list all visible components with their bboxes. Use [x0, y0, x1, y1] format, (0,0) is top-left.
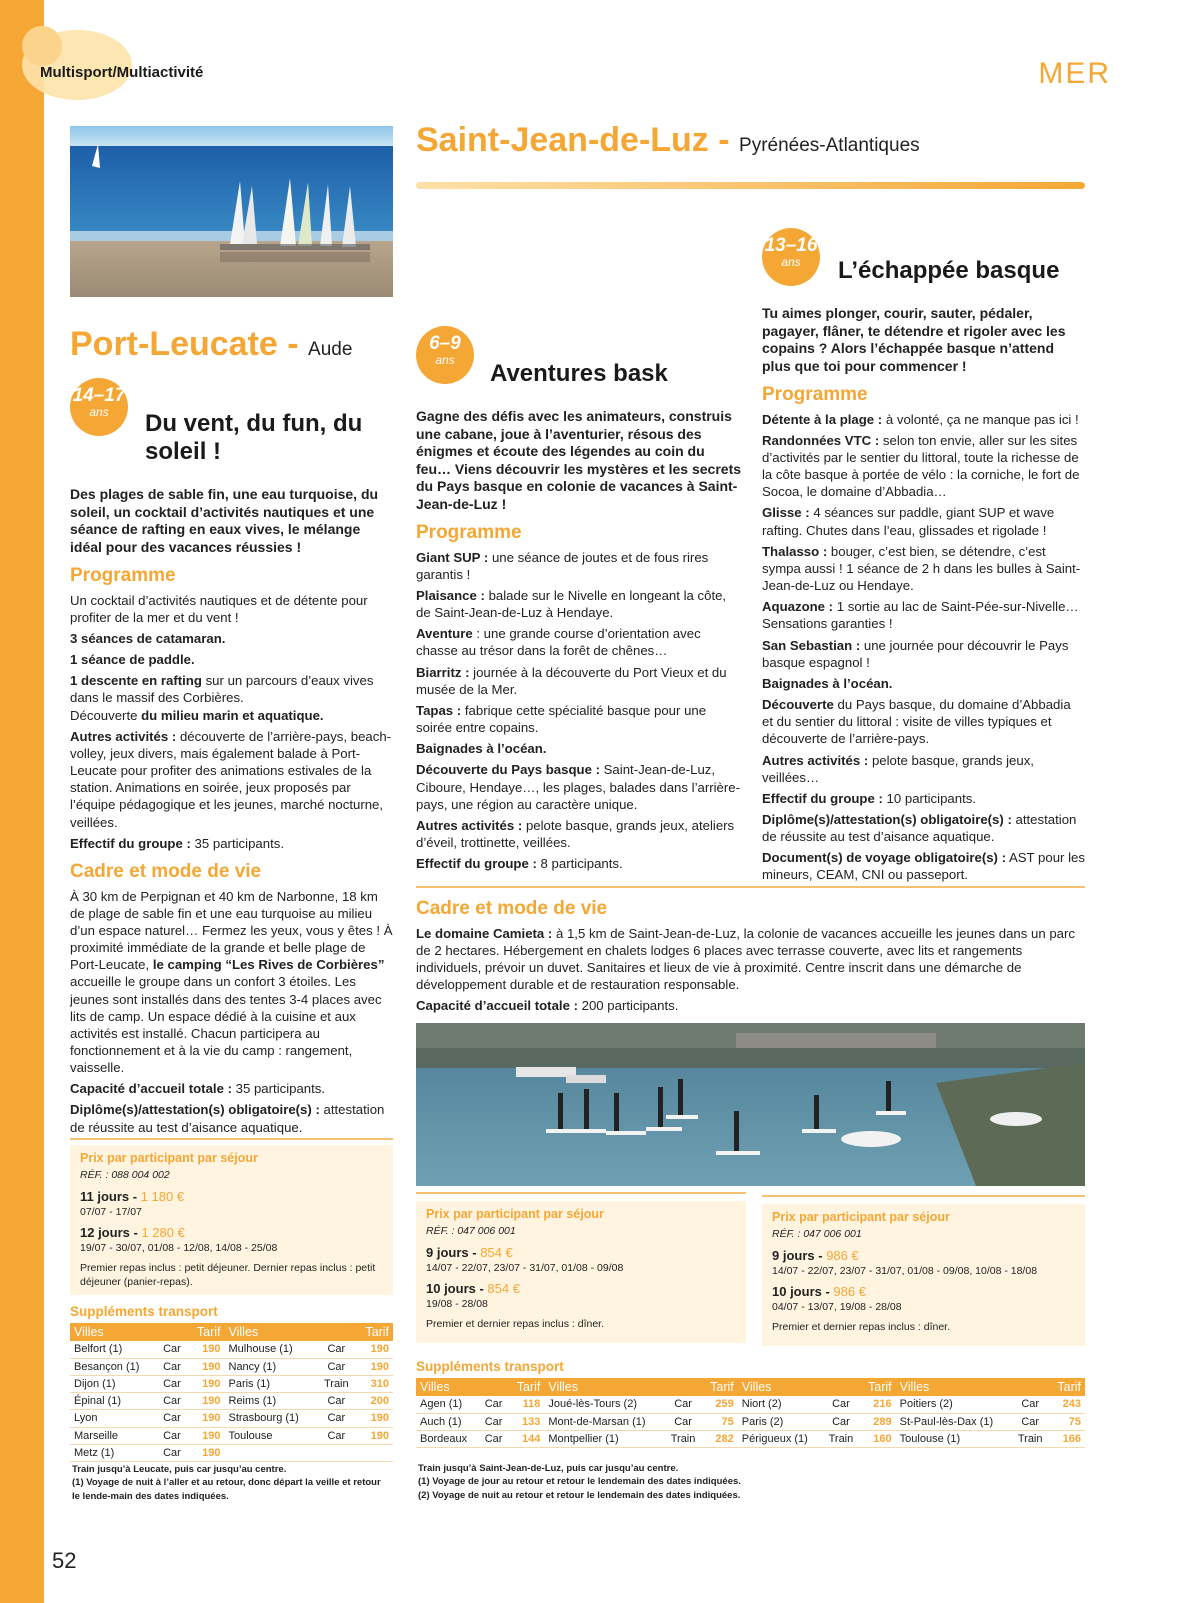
price-dates: 14/07 - 22/07, 23/07 - 31/07, 01/08 - 09/08 [426, 1261, 624, 1274]
mode-cell: Car [317, 1427, 356, 1444]
left-content [70, 486, 395, 1140]
age-badge-mid [416, 326, 474, 384]
mode-cell: Car [157, 1375, 187, 1392]
left-c1c: accueille le groupe dans un confort 3 étoiles. Les jeunes sont installés dans des tentes 3-4 places avec lits de camp. Un espace dédié à la cuisine et aux activités est installé. Chacun participera au fonctionnement et à la vie du camp : rangement, vaisselle. [70, 974, 382, 1076]
price-cell: 144 [508, 1430, 544, 1447]
mode-cell: Car [157, 1341, 187, 1358]
city-cell: Paris (2) [738, 1413, 823, 1430]
programme-item-label: Aquazone : [762, 599, 834, 615]
programme-item-label: San Sebastian : [762, 637, 861, 653]
programme-item-label: Détente à la plage : [762, 411, 883, 427]
left-p4: sur un parcours d’eaux vives dans le massif des Corbières. [70, 673, 374, 706]
programme-item [762, 790, 1085, 807]
programme-item-text: bouger, c’est bien, se détendre, c’est sympa aussi ! 1 séance de 2 h dans les bulles à Saint-Jean-de-Luz ou Hendaye. [762, 543, 1081, 594]
left-intro: Des plages de sable fin, une eau turquoise, du soleil, un cocktail d’activités nautiques et une séance de rafting en eaux vives, le mélange idéal pour des vacances réussies ! [70, 486, 379, 555]
right-cap-text: 200 participants. [577, 998, 679, 1014]
programme-item-label: Randonnées VTC : [762, 432, 880, 448]
mode-cell: Car [157, 1410, 187, 1427]
left-p6: découverte de l’arrière-pays, beach-volley, jeux divers, mais également balade à Port-Leucate pour profiter des animations estivales de la station. Animations en soirée, jeux proposés par l’équipe pédagogique et les jeunes, marché nocturne, veillées. [70, 728, 392, 830]
price-cell: 310 [356, 1375, 393, 1392]
programme-item-text: une journée pour découvrir le Pays basque espagnol ! [762, 637, 1069, 670]
left-c1a: À 30 km de Perpignan et 40 km de Narbonne, 18 km de plage de sable fin et une eau turquoise au milieu d’un espace naturel… Fermez les yeux, vous y êtes ! À proximité immédiate de la grande et belle plage de Port-Leucate, [70, 888, 393, 973]
programme-item [416, 817, 742, 851]
table-row [416, 1413, 1085, 1430]
programme-item-label: Baignades à l’océan. [762, 675, 893, 691]
teen-intro: Tu aimes plonger, courir, sauter, pédaler, pagayer, flâner, te détendre et rigoler avec les copains ? Alors l’échappée basque n’attend plus que toi pour commencer ! [762, 305, 1066, 374]
price-cell: 282 [702, 1430, 738, 1447]
price-note: Premier et dernier repas inclus : dîner. [426, 1317, 604, 1330]
teen-programme-list [762, 411, 1085, 884]
programme-item-text: 8 participants. [536, 856, 623, 872]
city-cell: Lyon [70, 1410, 157, 1427]
city-cell [225, 1445, 318, 1462]
city-cell: Montpellier (1) [544, 1430, 664, 1447]
age-range: 6–9 [429, 333, 461, 354]
price-cell: 160 [860, 1430, 896, 1447]
price-duration: 11 jours - [80, 1188, 141, 1204]
left-p1: Un cocktail d’activités nautiques et de détente pour profiter de la mer et du vent ! [70, 592, 368, 625]
programme-item-text: Saint-Jean-de-Luz, Ciboure, Hendaye…, les plages, balades dans l’arrière-pays, une région au caractère unique. [416, 762, 741, 812]
price-value: 986 € [826, 1247, 859, 1263]
mid-camp-title: Aventures bask [490, 360, 668, 387]
programme-item-text: journée à la découverte du Port Vieux et du musée de la Mer. [416, 664, 727, 697]
programme-item-label: Autres activités : [416, 817, 523, 833]
left-camp-title: Du vent, du fun, du soleil ! [145, 410, 363, 465]
right-cap-bold: Capacité d’accueil totale : [416, 998, 578, 1014]
programme-item-label: Autres activités : [762, 752, 869, 768]
mode-cell: Car [479, 1396, 508, 1413]
left-transport-table [70, 1323, 393, 1462]
col-header: Villes [416, 1378, 508, 1396]
programme-item-text: du Pays basque, du domaine d’Abbadia et du sentier du littoral : visite de villes typiques et découverte de l’arrière-pays. [762, 697, 1071, 747]
mode-cell: Car [157, 1358, 187, 1375]
mid-intro: Gagne des défis avec les animateurs, construis une cabane, joue à l’aventurier, résous des énigmes et écoute des légendes au coin du feu… Viens découvrir les mystères et les secrets du Pays basque en colonie de vacances à Saint-Jean-de-Luz ! [416, 408, 742, 512]
right-place: Saint-Jean-de-Luz - [416, 121, 740, 159]
programme-item [416, 761, 742, 812]
city-cell: Auch (1) [416, 1413, 479, 1430]
price-ref: RÉF. : 088 004 002 [80, 1169, 170, 1182]
right-transport-title: Suppléments transport [416, 1359, 564, 1374]
city-cell: Metz (1) [70, 1445, 157, 1462]
price-note: Premier repas inclus : petit déjeuner. Dernier repas inclus : petit déjeuner (panier-repas). [80, 1261, 376, 1288]
price-dates: 04/07 - 13/07, 19/08 - 28/08 [772, 1301, 902, 1314]
programme-item-text: attestation de réussite au test d’aisance aquatique. [762, 811, 1077, 845]
section-tag: Multisport/Multiactivité [40, 64, 204, 81]
left-p6-bold: Autres activités : [70, 728, 177, 744]
divider [70, 1138, 393, 1140]
programme-item-label: Découverte [762, 697, 834, 713]
divider [762, 1195, 1085, 1197]
price-duration: 10 jours - [426, 1281, 488, 1297]
left-p7-bold: Effectif du groupe : [70, 835, 191, 851]
programme-item-label: Biarritz : [416, 664, 470, 680]
city-cell: Belfort (1) [70, 1341, 157, 1358]
paddle-photo [416, 1023, 1085, 1186]
footnote: (2) Voyage de nuit au retour et retour le lendemain des dates indiquées. [418, 1489, 741, 1501]
mode-cell: Train [317, 1375, 356, 1392]
programme-item-label: Plaisance : [416, 588, 485, 603]
price-cell: 243 [1049, 1396, 1085, 1413]
mode-cell: Car [822, 1396, 859, 1413]
left-footnotes [72, 1463, 387, 1503]
teen-camp-title: L’échappée basque [838, 257, 1060, 284]
mode-cell: Car [317, 1410, 356, 1427]
footnote: Train jusqu’à Saint-Jean-de-Luz, puis car jusqu’au centre. [418, 1463, 679, 1474]
programme-item-text: 4 séances sur paddle, giant SUP et wave rafting. Chutes dans l’eau, glissades et rigolade ! [762, 505, 1055, 538]
price-cell: 190 [356, 1410, 393, 1427]
city-cell: Paris (1) [225, 1375, 318, 1392]
price-duration: 10 jours - [772, 1284, 834, 1300]
programme-item-label: Giant SUP : [416, 549, 489, 565]
page-number: 52 [52, 1548, 77, 1573]
price-value: 986 € [833, 1284, 866, 1300]
teen-programme-heading: Programme [762, 384, 868, 405]
programme-item-text: AST pour les mineurs, CEAM, CNI ou passeport. [762, 850, 1085, 883]
left-place-title [70, 322, 352, 366]
programme-item-text: à volonté, ça ne manque pas ici ! [882, 411, 1079, 427]
programme-item-text: pelote basque, grands jeux, veillées… [762, 752, 1034, 785]
col-header: Tarif [508, 1378, 544, 1396]
left-p5-bold: du milieu marin et aquatique. [141, 707, 324, 723]
programme-item-text: 10 participants. [882, 790, 976, 806]
mode-cell: Train [822, 1430, 859, 1447]
programme-item-label: Diplôme(s)/attestation(s) obligatoire(s) : [762, 811, 1012, 827]
age-badge-teen [762, 228, 820, 286]
right-cadre-bold: Le domaine Camieta : [416, 925, 553, 941]
left-p2: 3 séances de catamaran. [70, 631, 226, 646]
age-unit: ans [89, 405, 109, 419]
programme-item [762, 432, 1085, 501]
programme-item-label: Aventure [416, 626, 473, 642]
table-row [70, 1427, 393, 1444]
programme-item [416, 702, 742, 736]
city-cell: Besançon (1) [70, 1358, 157, 1375]
programme-item-label: Effectif du groupe : [416, 856, 537, 872]
right-cadre-text: à 1,5 km de Saint-Jean-de-Luz, la colonie de vacances accueille les jeunes dans un parc de 2 hectares. Hébergement en chalets lodges 6 places avec terrasse couverte, avec lits et rangements individuels, prévoir un duvet. Sanitaires et lieux de vie à proximité. Centre inscrit dans une démarche de développement durable et de restauration responsable. [416, 925, 1075, 993]
mode-cell: Car [479, 1413, 508, 1430]
footnote: (1) Voyage de jour au retour et retour le lendemain des dates indiquées. [418, 1476, 741, 1488]
mode-cell: Car [1012, 1413, 1049, 1430]
mode-cell: Car [479, 1430, 508, 1447]
mid-price-box [416, 1201, 746, 1343]
col-header: Villes [738, 1378, 860, 1396]
left-price-box [70, 1145, 393, 1295]
left-c1b: le camping “Les Rives de Corbières” [152, 957, 385, 973]
col-header: Villes [70, 1323, 187, 1341]
right-place-title [416, 118, 920, 162]
price-cell: 75 [1049, 1413, 1085, 1430]
age-range: 14–17 [72, 385, 126, 406]
price-value: 854 € [487, 1281, 520, 1297]
price-note: Premier et dernier repas inclus : dîner. [772, 1320, 950, 1333]
table-row [70, 1358, 393, 1375]
programme-item [762, 675, 1085, 692]
right-cadre-heading: Cadre et mode de vie [416, 898, 608, 919]
city-cell: Strasbourg (1) [225, 1410, 318, 1427]
mode-cell: Car [157, 1393, 187, 1410]
programme-item-text: : une grande course d’orientation avec chasse au trésor dans la forêt de chênes… [416, 626, 701, 659]
price-cell: 289 [860, 1413, 896, 1430]
table-row [70, 1410, 393, 1427]
price-cell: 75 [702, 1413, 738, 1430]
mode-cell: Car [157, 1427, 187, 1444]
price-cell: 190 [187, 1375, 224, 1392]
programme-item [762, 752, 1085, 786]
price-header: Prix par participant par séjour [772, 1210, 950, 1224]
price-header: Prix par participant par séjour [80, 1151, 258, 1165]
mid-programme-heading: Programme [416, 522, 522, 543]
programme-item [762, 811, 1085, 845]
right-transport-table [416, 1378, 1085, 1448]
col-header: Villes [225, 1323, 356, 1341]
programme-item [762, 637, 1085, 671]
left-p4-bold: 1 descente en rafting [70, 673, 202, 689]
programme-item-label: Thalasso : [762, 543, 828, 559]
price-cell: 190 [187, 1427, 224, 1444]
city-cell: Épinal (1) [70, 1393, 157, 1410]
programme-item [762, 598, 1085, 632]
left-p7: 35 participants. [190, 835, 284, 851]
price-cell: 190 [187, 1393, 224, 1410]
price-value: 1 180 € [140, 1188, 185, 1204]
programme-item-text: une séance de joutes et de fous rires garantis ! [416, 549, 709, 582]
table-row [416, 1430, 1085, 1447]
city-cell: Nancy (1) [225, 1358, 318, 1375]
table-row [70, 1375, 393, 1392]
mode-cell: Train [1012, 1430, 1049, 1447]
catamaran-photo [70, 126, 393, 297]
title-rule [416, 182, 1085, 189]
age-range: 13–16 [764, 235, 818, 256]
city-cell: Niort (2) [738, 1396, 823, 1413]
programme-item [416, 855, 742, 872]
price-duration: 9 jours - [426, 1244, 481, 1260]
programme-item [416, 740, 742, 757]
price-cell: 190 [187, 1410, 224, 1427]
city-cell: Agen (1) [416, 1396, 479, 1413]
programme-item [762, 543, 1085, 594]
left-cadre-heading: Cadre et mode de vie [70, 860, 262, 882]
price-ref: RÉF. : 047 006 001 [772, 1228, 862, 1241]
city-cell: St-Paul-lès-Dax (1) [896, 1413, 1012, 1430]
city-cell: Bordeaux [416, 1430, 479, 1447]
left-p3: 1 séance de paddle. [70, 652, 195, 668]
programme-item-text: pelote basque, grands jeux, ateliers d’éveil, trottinette, veillées. [416, 817, 735, 851]
city-cell: Reims (1) [225, 1393, 318, 1410]
price-value: 1 280 € [141, 1225, 185, 1241]
price-cell: 190 [187, 1341, 224, 1358]
mode-cell: Car [822, 1413, 859, 1430]
programme-item [416, 664, 742, 698]
price-cell: 118 [508, 1396, 544, 1413]
price-value: 854 € [480, 1244, 513, 1260]
left-c2-bold: Capacité d’accueil totale : [70, 1081, 232, 1097]
programme-item [416, 587, 742, 621]
mode-cell: Car [1012, 1396, 1049, 1413]
col-header: Tarif [1049, 1378, 1085, 1396]
programme-item [762, 696, 1085, 747]
table-row [70, 1445, 393, 1462]
price-cell: 166 [1049, 1430, 1085, 1447]
left-programme-heading: Programme [70, 565, 176, 586]
col-header: Tarif [860, 1378, 896, 1396]
teen-price-box [762, 1204, 1085, 1346]
col-header: Tarif [187, 1323, 224, 1341]
programme-item-label: Baignades à l’océan. [416, 741, 547, 757]
teen-content [762, 305, 1085, 888]
mode-cell: Car [317, 1358, 356, 1375]
programme-item-text: fabrique cette spécialité basque pour une soirée entre copains. [416, 702, 707, 736]
programme-item [416, 625, 742, 659]
age-badge-left [70, 378, 128, 436]
left-c2: 35 participants. [231, 1081, 326, 1097]
footnote: (1) Voyage de nuit à l’aller et au retour, donc départ la veille et retour le lende-main des dates indiquées. [72, 1477, 381, 1502]
programme-item-label: Effectif du groupe : [762, 790, 883, 806]
mode-cell: Car [317, 1341, 356, 1358]
age-unit: ans [435, 353, 455, 367]
city-cell: Mulhouse (1) [225, 1341, 318, 1358]
programme-item [762, 504, 1085, 538]
mode-cell: Car [664, 1396, 701, 1413]
price-duration: 9 jours - [772, 1247, 827, 1263]
left-p5: Découverte [70, 707, 142, 723]
mode-cell: Car [157, 1445, 187, 1462]
programme-item-label: Tapas : [416, 702, 462, 718]
col-header: Tarif [356, 1323, 393, 1341]
city-cell: Joué-lès-Tours (2) [544, 1396, 664, 1413]
price-dates: 07/07 - 17/07 [80, 1205, 142, 1218]
mode-cell: Car [664, 1413, 701, 1430]
price-header: Prix par participant par séjour [426, 1207, 604, 1221]
city-cell: Toulouse [225, 1427, 318, 1444]
left-c3-bold: Diplôme(s)/attestation(s) obligatoire(s) : [70, 1102, 320, 1118]
left-place: Port-Leucate - [70, 325, 309, 363]
price-cell: 190 [356, 1341, 393, 1358]
divider [416, 886, 1085, 888]
footnote: Train jusqu’à Leucate, puis car jusqu’au centre. [72, 1464, 287, 1475]
col-header: Villes [896, 1378, 1049, 1396]
city-cell: Poitiers (2) [896, 1396, 1012, 1413]
left-region: Aude [308, 339, 353, 360]
city-cell: Dijon (1) [70, 1375, 157, 1392]
divider [416, 1192, 746, 1194]
price-cell: 190 [356, 1358, 393, 1375]
city-cell: Mont-de-Marsan (1) [544, 1413, 664, 1430]
left-transport-title: Suppléments transport [70, 1304, 218, 1319]
price-cell: 190 [187, 1358, 224, 1375]
left-c3: attestation de réussite au test d’aisance aquatique. [70, 1102, 385, 1135]
price-duration: 12 jours - [80, 1225, 142, 1241]
mid-programme-list [416, 549, 742, 873]
price-cell: 259 [702, 1396, 738, 1413]
city-cell: Marseille [70, 1427, 157, 1444]
programme-item-text: selon ton envie, aller sur les sites d’activités par le sentier du littoral, toute la richesse de la côte basque à portée de vélo : la corniche, le fort de Socoa, le domaine d’Abbadia… [762, 432, 1080, 500]
price-dates: 14/07 - 22/07, 23/07 - 31/07, 01/08 - 09/08, 10/08 - 18/08 [772, 1264, 1038, 1277]
city-cell: Toulouse (1) [896, 1430, 1012, 1447]
table-row [70, 1393, 393, 1410]
programme-item-label: Document(s) de voyage obligatoire(s) : [762, 850, 1007, 866]
price-cell: 216 [860, 1396, 896, 1413]
city-cell: Périgueux (1) [738, 1430, 823, 1447]
price-cell: 190 [187, 1445, 224, 1462]
programme-item-text: balade sur le Nivelle en longeant la côte, de Saint-Jean-de-Luz à Hendaye. [416, 588, 727, 621]
price-cell: 190 [356, 1427, 393, 1444]
table-row [416, 1396, 1085, 1413]
theme-label: MER [1038, 57, 1111, 90]
price-cell: 133 [508, 1413, 544, 1430]
table-row [70, 1341, 393, 1358]
programme-item-text: 1 sortie au lac de Saint-Pée-sur-Nivelle… Sensations garanties ! [762, 599, 1079, 632]
programme-item [416, 549, 742, 583]
orange-sidebar [0, 0, 44, 1603]
price-cell [356, 1445, 393, 1462]
mid-content [416, 408, 742, 876]
col-header: Tarif [702, 1378, 738, 1396]
right-cadre [416, 893, 1085, 1018]
price-dates: 19/07 - 30/07, 01/08 - 12/08, 14/08 - 25/08 [80, 1242, 278, 1255]
programme-item [762, 849, 1085, 883]
price-ref: RÉF. : 047 006 001 [426, 1225, 516, 1238]
programme-item [762, 411, 1085, 428]
programme-item-label: Découverte du Pays basque : [416, 762, 600, 778]
mode-cell [317, 1445, 356, 1462]
mode-cell: Car [317, 1393, 356, 1410]
programme-item-label: Glisse : [762, 505, 810, 521]
decorative-circle [22, 26, 62, 66]
col-header: Villes [544, 1378, 701, 1396]
right-region: Pyrénées-Atlantiques [739, 135, 920, 156]
right-footnotes [418, 1462, 1078, 1502]
price-dates: 19/08 - 28/08 [426, 1298, 488, 1311]
price-cell: 200 [356, 1393, 393, 1410]
age-unit: ans [781, 255, 801, 269]
mode-cell: Train [664, 1430, 701, 1447]
